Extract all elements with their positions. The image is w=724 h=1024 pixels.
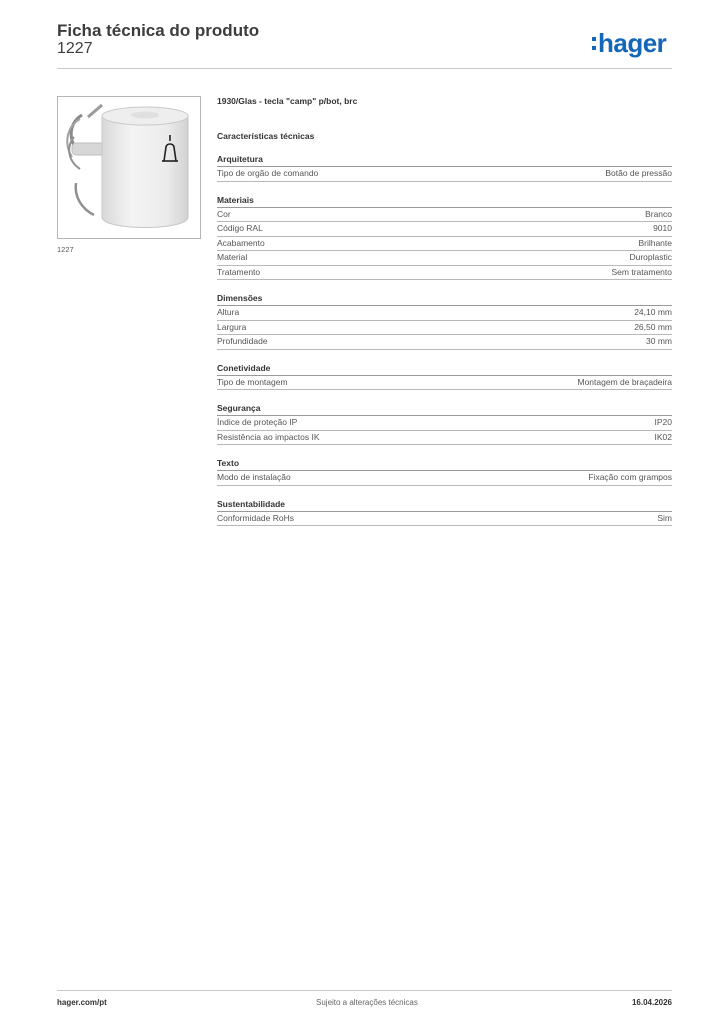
- spec-value: 9010: [653, 223, 672, 233]
- spec-content: [217, 96, 672, 539]
- spec-row: [217, 376, 672, 391]
- spec-section: [217, 363, 672, 391]
- spec-section: [217, 195, 672, 281]
- section-title: Arquitetura: [217, 154, 672, 167]
- spec-row: [217, 167, 672, 182]
- spec-row: [217, 431, 672, 446]
- spec-row: [217, 251, 672, 266]
- spec-label: Tipo de montagem: [217, 376, 288, 387]
- spec-row: [217, 237, 672, 252]
- spec-label: Código RAL: [217, 223, 263, 233]
- section-title: Materiais: [217, 195, 672, 208]
- spec-label: Altura: [217, 307, 240, 317]
- section-title: Dimensões: [217, 293, 672, 306]
- spec-row: [217, 266, 672, 281]
- spec-value: IK02: [654, 431, 672, 442]
- image-caption: 1227: [57, 245, 74, 254]
- spec-sections: [217, 154, 672, 526]
- spec-value: Fixação com grampos: [588, 472, 672, 482]
- spec-section: [217, 293, 672, 350]
- spec-label: Tratamento: [217, 266, 261, 277]
- spec-value: 26,50 mm: [634, 321, 672, 332]
- spec-value: 30 mm: [646, 336, 672, 346]
- header-divider: [57, 68, 672, 69]
- spec-label: Largura: [217, 321, 247, 332]
- page-title: Ficha técnica do produto: [57, 21, 260, 40]
- spec-label: Profundidade: [217, 336, 268, 346]
- spec-section: [217, 154, 672, 182]
- section-title: Segurança: [217, 403, 672, 416]
- spec-row: [217, 321, 672, 336]
- logo-text: hager: [598, 27, 667, 58]
- footer-divider: [57, 990, 672, 991]
- spec-value: Branco: [645, 208, 672, 219]
- spec-label: Material: [217, 252, 248, 262]
- section-title: Sustentabilidade: [217, 499, 672, 512]
- section-title: Texto: [217, 458, 672, 471]
- spec-row: [217, 416, 672, 431]
- spec-value: Brilhante: [638, 237, 672, 248]
- spec-row: [217, 306, 672, 321]
- product-illustration: [58, 97, 200, 238]
- spec-label: Modo de instalação: [217, 472, 291, 482]
- spec-label: Conformidade RoHs: [217, 512, 295, 523]
- spec-row: [217, 512, 672, 527]
- tech-characteristics-title: Características técnicas: [217, 131, 315, 141]
- spec-row: [217, 222, 672, 237]
- spec-row: [217, 335, 672, 350]
- spec-value: IP20: [654, 417, 672, 427]
- footer-website: hager.com/pt: [57, 998, 107, 1007]
- logo-dots: [592, 37, 596, 50]
- spec-section: [217, 458, 672, 486]
- footer-notice: Sujeito a alterações técnicas: [316, 998, 418, 1007]
- footer-date: 16.04.2026: [631, 998, 672, 1007]
- spec-value: 24,10 mm: [634, 307, 672, 317]
- spec-section: [217, 499, 672, 527]
- spec-value: Montagem de braçadeira: [577, 376, 672, 387]
- product-name: 1930/Glas - tecla "camp" p/bot, brc: [217, 96, 358, 106]
- spec-value: Sem tratamento: [611, 266, 672, 277]
- spec-value: Botão de pressão: [605, 168, 672, 178]
- spec-row: [217, 208, 672, 223]
- spec-section: [217, 403, 672, 445]
- spec-row: [217, 471, 672, 486]
- spec-label: Acabamento: [217, 237, 265, 248]
- spec-label: Resistência ao impactos IK: [217, 431, 320, 442]
- hager-logo: [592, 28, 666, 58]
- spec-value: Sim: [657, 512, 672, 523]
- spec-label: Cor: [217, 208, 231, 219]
- section-title: Conetividade: [217, 363, 672, 376]
- spec-value: Duroplastic: [629, 252, 672, 262]
- product-code: 1227: [57, 40, 93, 57]
- spec-label: Tipo de orgão de comando: [217, 168, 319, 178]
- product-image: [57, 96, 201, 239]
- spec-label: Índice de proteção IP: [217, 417, 298, 427]
